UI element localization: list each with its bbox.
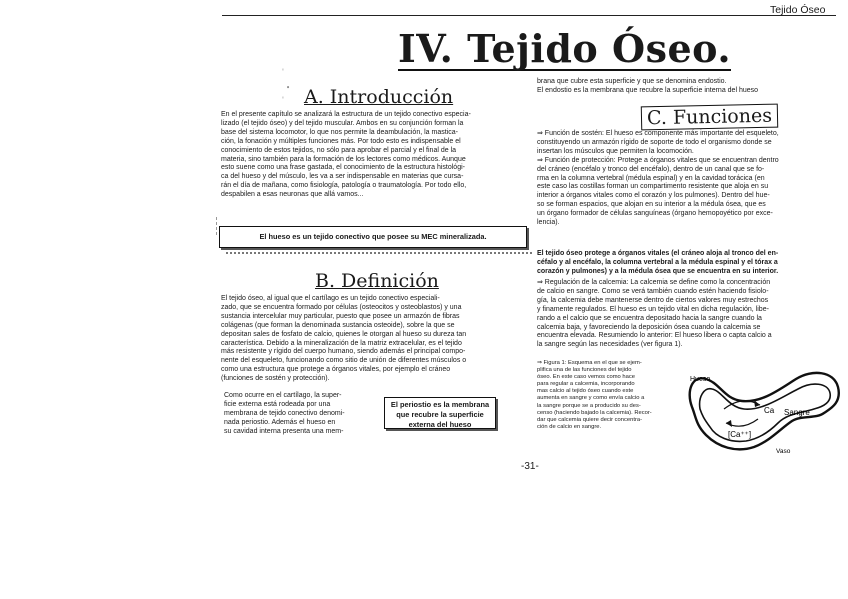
text-line: céfalo y al encéfalo, la columna vertebral a la médula espinal y el tórax a — [537, 258, 778, 266]
dotted-separator — [226, 252, 532, 254]
text-line: corazón y pulmones) y a la médula ósea que se encuentra en su interior. — [537, 267, 779, 275]
text-line: interior a órganos vitales como el corazón y los pulmones). Dentro del hue- — [537, 192, 770, 200]
text-line: dar que calcemia quiere decir concentra- — [537, 416, 643, 423]
header-rule — [222, 15, 836, 16]
text-line: ción, la fonación y múltiples funciones más. Por todo esto es indispensable el — [221, 137, 461, 145]
text-line: calcemia baja, y favoreciendo la deposición ósea cuando la calcemia se — [537, 323, 761, 331]
text-line: ⇒ Regulación de la calcemia: La calcemia se define como la concentración — [537, 279, 771, 286]
label-ca-bracket: [Ca⁺⁺] — [728, 430, 752, 439]
text-line: so se forman espacios, que alojan en su interior a la médula ósea, que es — [537, 201, 766, 209]
callout-periostio: El periostio es la membrana que recubre la superficie externa del hueso — [384, 397, 496, 429]
calcemia-paragraph — [537, 279, 841, 350]
text-line: zado, que se encuentra formado por células (osteocitos y osteoblastos) y una — [221, 303, 462, 311]
text-line: este caso las costillas forman un compartimento resistente que aloja en su — [537, 183, 769, 191]
text-line: ca del hueso y del músculo, les va a ser indispensable en materias que cursa- — [221, 173, 464, 181]
text-line: rando a el calcio que se encuentra depositado hacia la sangre cuando la — [537, 314, 762, 322]
text-line: de calcio en sangre. Como se verá también cuando estén haciendo fisiolo- — [537, 287, 769, 295]
text-line: esto suene como una frase gastada, el conocimiento de la estructura histológi- — [221, 164, 465, 172]
page-number: -31- — [521, 461, 539, 472]
label-sangre: Sangre — [784, 408, 810, 417]
text-line: su cavidad interna presenta una mem- — [224, 427, 344, 435]
text-line: conocimiento de estos tejidos, no sólo para aprobar el parcial y el final de la — [221, 146, 457, 154]
text-line: El endostio es la membrana que recubre la superficie interna del hueso — [537, 86, 759, 94]
text-line: encuentra elevada. Resumiendo lo anterior: El hueso libera o capta calcio a — [537, 332, 772, 340]
text-line: materia, sino también para la formación de los lectores como médicos. Aunque — [221, 155, 466, 163]
text-line: del cráneo (encéfalo y tronco del encéfalo), dentro de un canal que se fo- — [537, 165, 765, 173]
text-line: El tejido óseo protege a órganos vitales (el cráneo aloja al tronco del en- — [537, 250, 779, 257]
text-line: rma en la columna vertebral (médula espinal) y en la cavidad torácica (en — [537, 174, 765, 182]
text-line: constituyendo un armazón rígido de soporte de todo el organismo donde se — [537, 138, 772, 146]
text-line: gía, la calcemia debe mantenerse dentro de ciertos valores muy estrechos — [537, 296, 769, 304]
text-line: colágenas (que forman la denominada sustancia osteoide), sobre la que se — [221, 321, 455, 329]
text-line: ⇒ Función de protección: Protege a órganos vitales que se encuentran dentro — [537, 156, 779, 164]
text-line: sustancia intercelular muy particular, puesto que posee un armazón de fibras — [221, 312, 460, 320]
text-line: En el presente capítulo se analizará la estructura de un tejido conectivo especia- — [221, 111, 471, 118]
section-heading-introduccion: A. Introducción — [304, 86, 454, 108]
text-line: base del sistema locomotor, lo que nos permite la deambulación, la mastica- — [221, 128, 458, 136]
text-line: característica. Debido a la mineralización de la matriz extracelular, es el tejido — [221, 339, 462, 347]
text-line: mas calcio al tejido óseo cuando este — [537, 388, 634, 395]
text-line: la sangre según las necesidades (ver figura 1). — [537, 341, 683, 349]
text-line: nente del esqueleto, funcionando como sitio de unión de diferentes músculos o — [221, 357, 467, 365]
definicion-paragraph — [221, 295, 528, 384]
text-line: óseo. En este caso vemos como hace — [537, 374, 635, 381]
text-line: membrana de tejido conectivo denomi- — [224, 409, 345, 417]
text-line: rán el día de mañana, como fisiología, patología o traumatología. Por todo ello, — [221, 182, 467, 190]
label-hueso: Hueso — [690, 376, 711, 383]
page-title: IV. Tejido Óseo. — [398, 26, 732, 71]
section-heading-definicion: B. Definición — [315, 270, 439, 292]
arrow-head — [754, 400, 760, 407]
calcium-regulation-figure — [684, 369, 842, 457]
text-line: aumenta en sangre y como envía calcio a — [537, 395, 645, 402]
text-line: brana que cubre esta superficie y que se denomina endostio. — [537, 78, 727, 85]
arrow-head — [726, 420, 732, 427]
text-line: insertan los músculos que permiten la locomoción. — [537, 147, 694, 155]
text-line: ción de calcio en sangre. — [537, 423, 602, 430]
text-line: la sangre porque se a producido su des- — [537, 402, 641, 409]
definicion-bottom-paragraph — [224, 392, 376, 437]
endostio-paragraph — [537, 78, 841, 96]
text-line: un órgano formador de células sanguíneas (órgano hemopoyético por exce- — [537, 210, 773, 218]
text-line: ⇒ Figura 1: Esquema en el que se ejem- — [537, 360, 642, 366]
label-ca: Ca — [764, 406, 775, 415]
label-vaso: Vaso — [776, 448, 791, 455]
callout-hueso: El hueso es un tejido conectivo que posee su MEC mineralizada. — [219, 226, 527, 248]
text-line: más resistente y rígido del cuerpo humano, siendo además el principal compo- — [221, 348, 466, 356]
text-line: plifica una de las funciones del tejido — [537, 367, 632, 374]
margin-scribble: ' — [282, 68, 284, 76]
margin-scribble: ' — [282, 96, 284, 104]
figure-caption — [537, 360, 683, 431]
text-line: nada periostio. Además el hueso en — [224, 418, 336, 426]
text-line: El tejido óseo, al igual que el cartílago es un tejido conectivo especiali- — [221, 295, 440, 302]
text-line: como una estructura que protege a órganos vitales, por ejemplo el cráneo — [221, 366, 451, 374]
text-line: depositan sales de fosfato de calcio, quienes le otorgan al hueso su dureza tan — [221, 330, 467, 338]
text-line: y finamente regulados. El hueso es un tejido vital en dicha regulación, libe- — [537, 305, 769, 313]
text-line: lencia). — [537, 219, 560, 227]
text-line: Como ocurre en el cartílago, la super- — [224, 392, 342, 399]
text-line: (funciones de sostén y protección). — [221, 375, 330, 383]
funciones-list — [537, 130, 841, 228]
text-line: ⇒ Función de sostén: El hueso es componente más importante del esqueleto, — [537, 130, 779, 137]
running-head: Tejido Óseo — [770, 4, 826, 16]
section-heading-funciones: C. Funciones — [641, 104, 778, 131]
text-line: lizado (el tejido óseo) y del tejido muscular. Ambos en su conjunción forman la — [221, 119, 464, 127]
intro-paragraph — [221, 111, 528, 200]
text-line: para regular a calcemia, incorporando — [537, 381, 635, 388]
proteccion-summary — [537, 250, 841, 277]
text-line: censo (haciendo bajado la calcemia). Recor- — [537, 409, 652, 416]
text-line: ficie externa está rodeada por una — [224, 400, 331, 408]
text-line: despabilen a esas neuronas que allá vamos... — [221, 191, 364, 199]
margin-scribble: • — [286, 84, 291, 92]
